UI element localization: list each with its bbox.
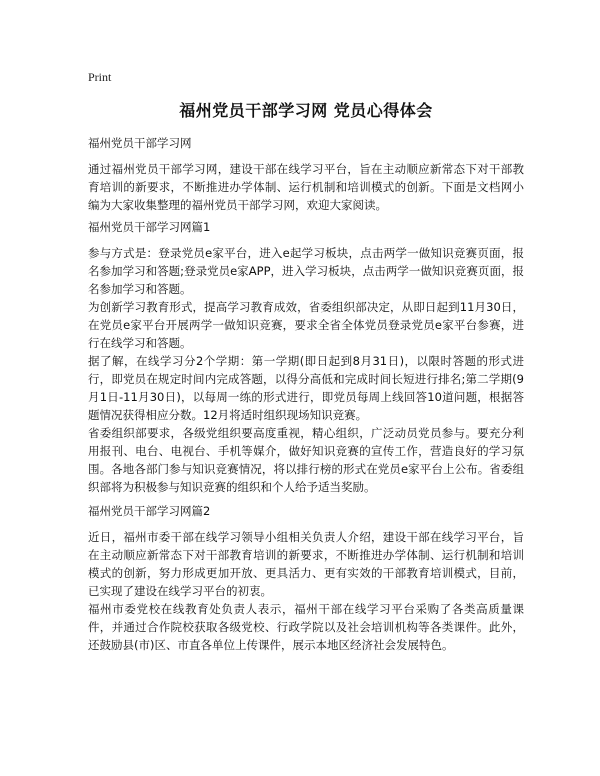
section1-heading: 福州党员干部学习网篇1 xyxy=(88,220,211,234)
section2-heading: 福州党员干部学习网篇2 xyxy=(88,504,211,518)
page-title: 福州党员干部学习网 党员心得体会 xyxy=(179,101,433,120)
section2-paragraph-1: 近日，福州市委干部在线学习领导小组相关负责人介绍，建设干部在线学习平台，旨在主动顺应新常态下对干部教育培训的新要求，不断推进办学体制、运行机制和培训模式的创新，努力形成更加开放、更具活力、更有实效的干部教育培训模式，目前，已实现了建设在线学习平台的初衷。 xyxy=(88,530,524,598)
section1-paragraph-1: 参与方式是：登录党员e家平台，进入e起学习板块，点击两学一做知识竞赛页面，报名参加学习和答题;登录党员e家APP，进入学习板块，点击两学一做知识竞赛页面，报名参加学习和答题。 xyxy=(88,246,524,296)
section1-paragraph-2: 为创新学习教育形式，提高学习教育成效，省委组织部决定，从即日起到11月30日，在党员e家平台开展两学一做知识竞赛，要求全省全体党员登录党员e家平台参赛，进行在线学习和答题。 xyxy=(88,300,524,350)
section1-paragraph-4: 省委组织部要求，各级党组织要高度重视，精心组织，广泛动员党员参与。要充分利用报刊、电台、电视台、手机等媒介，做好知识竞赛的宣传工作，营造良好的学习氛围。各地各部门参与知识竞赛情况，将以排行榜的形式在党员e家平台上公布。省委组织部将为积极参与知识竞赛的组织和个人给予适当奖励。 xyxy=(88,426,524,494)
intro-paragraph: 通过福州党员干部学习网，建设干部在线学习平台，旨在主动顺应新常态下对干部教育培训的新要求，不断推进办学体制、运行机制和培训模式的创新。下面是文档网小编为大家收集整理的福州党员干部学习网，欢迎大家阅读。 xyxy=(88,162,524,212)
section1-paragraph-3: 据了解，在线学习分2个学期：第一学期(即日起到8月31日)，以限时答题的形式进行，即党员在规定时间内完成答题，以得分高低和完成时间长短进行排名;第二学期(9月1日-11月30日)，以每周一练的形式进行，即党员每周上线回答10道问题，根据答题情况获得相应分数。12月将适时组织现场知识竞赛。 xyxy=(88,354,524,422)
section2-paragraph-2: 福州市委党校在线教育处负责人表示，福州干部在线学习平台采购了各类高质量课件，并通过合作院校获取各级党校、行政学院以及社会培训机构等各类课件。此外，还鼓励县(市)区、市直各单位上传课件，展示本地区经济社会发展特色。 xyxy=(88,602,524,652)
document-subtitle: 福州党员干部学习网 xyxy=(88,136,192,150)
print-label: Print xyxy=(88,70,112,84)
